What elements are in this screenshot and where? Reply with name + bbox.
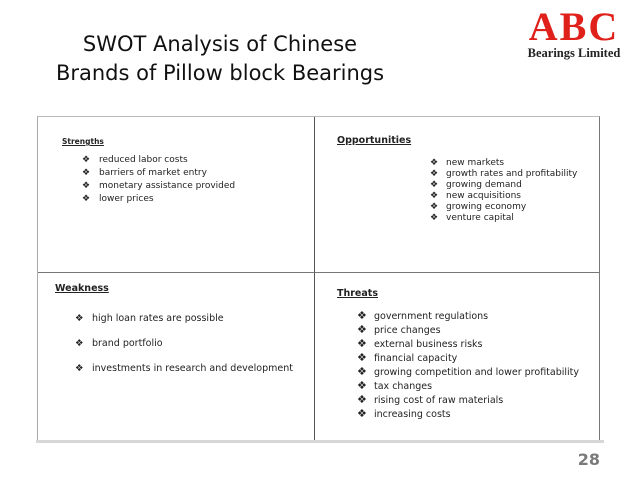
swot-matrix (37, 116, 600, 440)
list-item (357, 395, 597, 406)
list-item-text: increasing costs (374, 409, 451, 420)
list-item (82, 180, 302, 193)
list-item (357, 409, 597, 420)
list-item (430, 202, 595, 213)
bullet-icon: ❖ (430, 180, 439, 190)
bullet-icon: ❖ (82, 194, 91, 204)
bullet-icon: ❖ (357, 393, 367, 406)
page-number: 28 (577, 450, 600, 469)
threats-list (357, 311, 597, 423)
list-item-text: brand portfolio (92, 338, 163, 349)
list-item-text: financial capacity (374, 353, 458, 364)
bullet-icon: ❖ (357, 379, 367, 392)
list-item (357, 367, 597, 378)
opportunities-heading: Opportunities (337, 135, 412, 146)
bullet-icon: ❖ (357, 323, 367, 336)
list-item-text: government regulations (374, 311, 489, 322)
list-item (430, 169, 595, 180)
list-item-text: growth rates and profitability (446, 169, 578, 179)
list-item-text: growing economy (446, 202, 527, 212)
list-item (82, 193, 302, 206)
bottom-rule (36, 440, 604, 443)
list-item (357, 353, 597, 364)
list-item-text: new markets (446, 158, 505, 168)
bullet-icon: ❖ (430, 169, 439, 179)
list-item-text: new acquisitions (446, 191, 521, 201)
bullet-icon: ❖ (430, 213, 439, 223)
weakness-quadrant (38, 273, 315, 441)
bullet-icon: ❖ (75, 313, 84, 324)
list-item (357, 381, 597, 392)
list-item (357, 325, 597, 336)
list-item-text: venture capital (446, 213, 514, 223)
bullet-icon: ❖ (357, 309, 367, 322)
opportunities-list (430, 158, 595, 224)
logo-subtitle: Bearings Limited (527, 46, 621, 60)
list-item-text: high loan rates are possible (92, 313, 224, 324)
list-item-text: lower prices (99, 194, 154, 204)
bullet-icon: ❖ (357, 337, 367, 350)
bullet-icon: ❖ (430, 202, 439, 212)
bullet-icon: ❖ (430, 158, 439, 168)
list-item (357, 311, 597, 322)
slide-title-line-1: SWOT Analysis of Chinese (82, 32, 358, 56)
list-item (430, 191, 595, 202)
slide-title (30, 30, 410, 88)
list-item-text: investments in research and development (92, 363, 293, 374)
opportunities-quadrant (315, 117, 600, 273)
bullet-icon: ❖ (357, 351, 367, 364)
list-item-text: price changes (374, 325, 441, 336)
list-item (430, 180, 595, 191)
company-logo (515, 4, 633, 60)
list-item (75, 363, 310, 375)
strengths-list (82, 154, 302, 206)
list-item (82, 154, 302, 167)
list-item-text: growing demand (446, 180, 522, 190)
weakness-heading: Weakness (55, 283, 109, 294)
bullet-icon: ❖ (357, 365, 367, 378)
strengths-quadrant (38, 117, 315, 273)
list-item (357, 339, 597, 350)
list-item-text: external business risks (374, 339, 483, 350)
list-item-text: rising cost of raw materials (374, 395, 504, 406)
list-item (75, 313, 310, 325)
list-item (430, 158, 595, 169)
list-item-text: barriers of market entry (99, 168, 207, 178)
bullet-icon: ❖ (430, 191, 439, 201)
bullet-icon: ❖ (82, 155, 91, 165)
list-item-text: monetary assistance provided (99, 181, 236, 191)
list-item (75, 338, 310, 350)
bullet-icon: ❖ (82, 168, 91, 178)
threats-quadrant (315, 273, 600, 441)
list-item (82, 167, 302, 180)
bullet-icon: ❖ (82, 181, 91, 191)
list-item-text: reduced labor costs (99, 155, 188, 165)
logo-mark: ABC (528, 4, 620, 49)
slide-title-line-2: Brands of Pillow block Bearings (55, 61, 385, 85)
list-item-text: growing competition and lower profitability (374, 367, 580, 378)
list-item (430, 213, 595, 224)
strengths-heading: Strengths (62, 137, 104, 146)
bullet-icon: ❖ (75, 338, 84, 349)
list-item-text: tax changes (374, 381, 433, 392)
bullet-icon: ❖ (75, 363, 84, 374)
bullet-icon: ❖ (357, 407, 367, 420)
threats-heading: Threats (337, 288, 378, 299)
weakness-list (75, 313, 310, 388)
